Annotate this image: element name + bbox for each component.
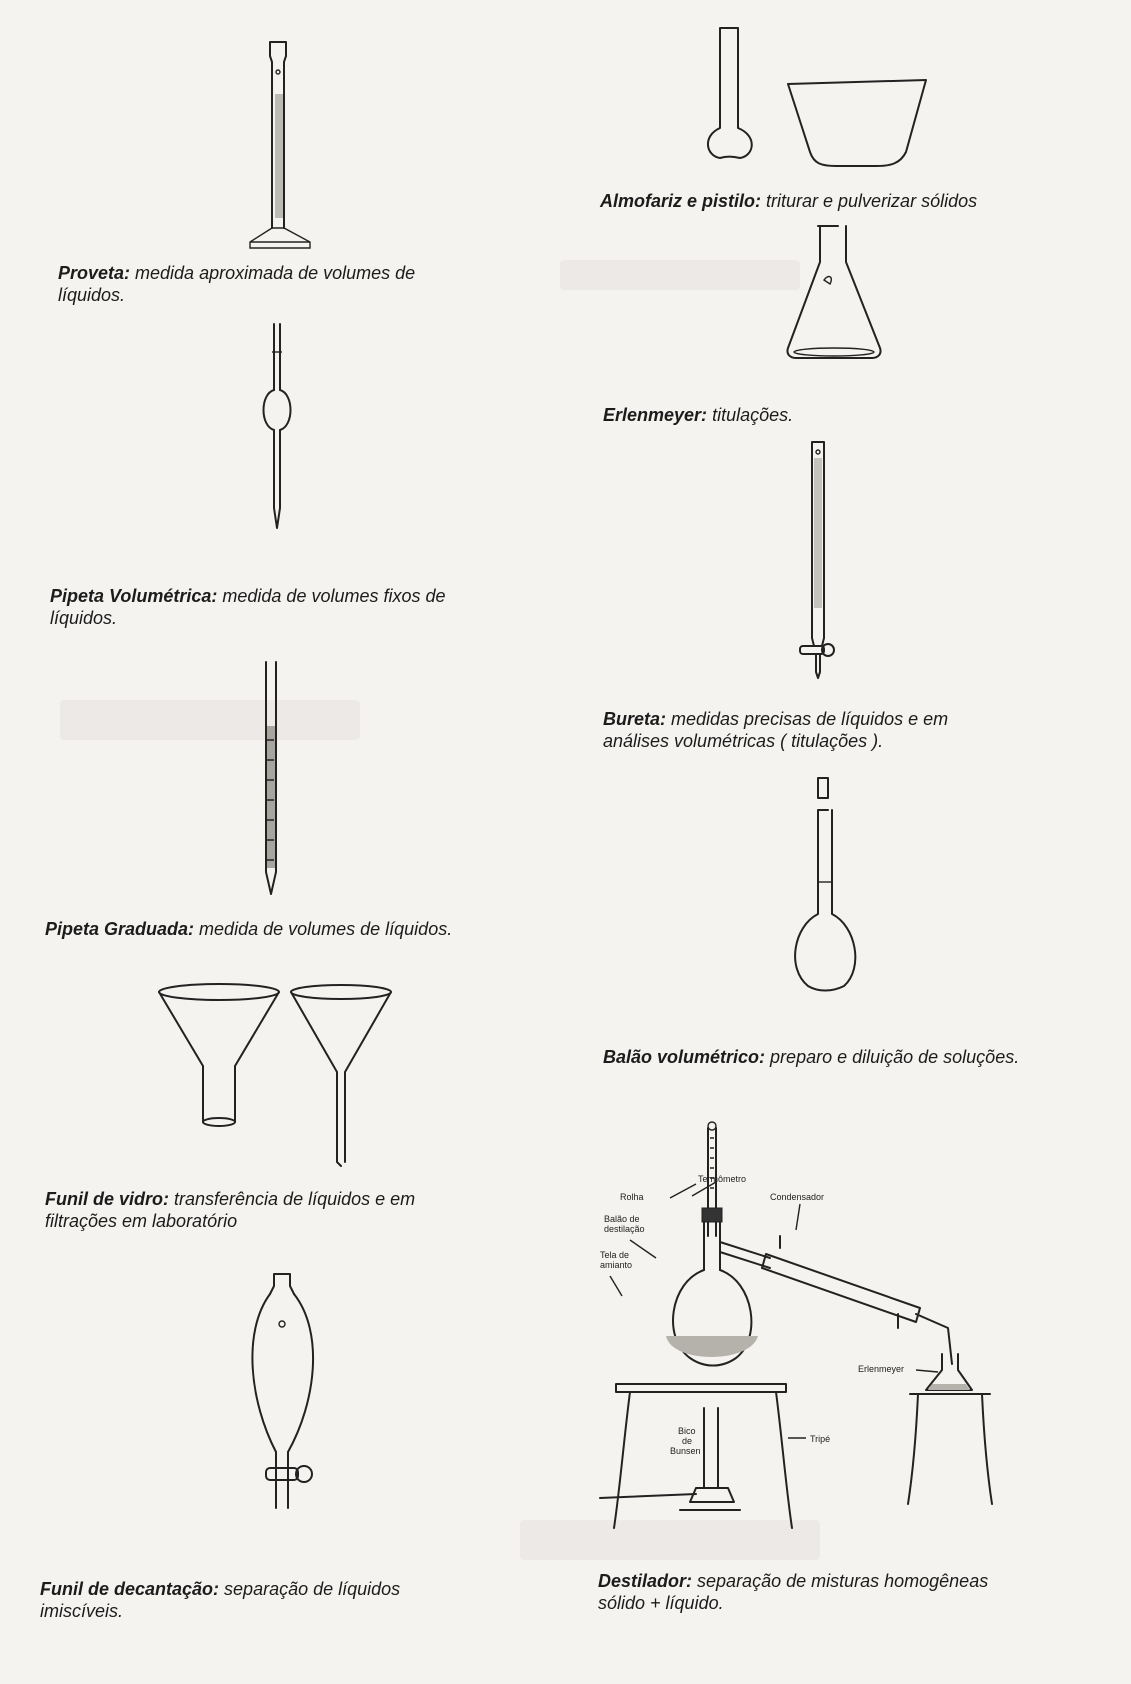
caption-almofariz-e-pistilo: Almofariz e pistilo: triturar e pulverizar sólidos (600, 191, 978, 211)
destilador-illustration (600, 1118, 1000, 1548)
label-tripe: Tripé (810, 1434, 831, 1444)
label-tela-line2: amianto (600, 1260, 633, 1270)
almofariz-e-pistilo-illustration (700, 24, 940, 184)
caption-destilador: Destilador: separação de misturas homogêneas sólido + líquido. (598, 1571, 989, 1613)
proveta-illustration (240, 38, 320, 250)
caption-funil-de-decantacao: Funil de decantação: separação de líquidos imiscíveis. (40, 1579, 401, 1621)
funil-de-vidro-illustration (155, 980, 395, 1168)
caption-balao-volumetrico: Balão volumétrico: preparo e diluição de soluções. (603, 1047, 1020, 1067)
label-balao-line1: Balão de (604, 1214, 640, 1224)
erlenmeyer-illustration (780, 222, 890, 362)
balao-volumetrico-illustration (784, 776, 874, 996)
caption-erlenmeyer: Erlenmeyer: titulações. (603, 405, 794, 425)
bureta-illustration (792, 438, 852, 682)
caption-proveta: Proveta: medida aproximada de volumes de líquidos. (58, 263, 416, 305)
label-bico-line2: de (682, 1436, 693, 1446)
label-condensador: Condensador (770, 1192, 825, 1202)
caption-funil-de-vidro: Funil de vidro: transferência de líquidos e em filtrações em laboratório (45, 1189, 416, 1231)
funil-de-decantacao-illustration (240, 1272, 340, 1512)
label-termometro: Termômetro (698, 1174, 747, 1184)
caption-bureta: Bureta: medidas precisas de líquidos e em análises volumétricas ( titulações ). (603, 709, 949, 751)
label-balao-line2: destilação (604, 1224, 645, 1234)
label-erlenmeyer: Erlenmeyer (858, 1364, 905, 1374)
bleed-through-mark (60, 700, 360, 740)
bleed-through-mark (560, 260, 800, 290)
caption-pipeta-volumetrica: Pipeta Volumétrica: medida de volumes fixos de líquidos. (50, 586, 446, 628)
caption-pipeta-graduada: Pipeta Graduada: medida de volumes de líquidos. (45, 919, 453, 939)
pipeta-graduada-illustration (252, 660, 292, 898)
label-rolha: Rolha (620, 1192, 644, 1202)
label-bico-line1: Bico (678, 1426, 696, 1436)
label-tela-line1: Tela de (600, 1250, 630, 1260)
pipeta-volumetrica-illustration (248, 322, 308, 532)
label-bico-line3: Bunsen (670, 1446, 701, 1456)
